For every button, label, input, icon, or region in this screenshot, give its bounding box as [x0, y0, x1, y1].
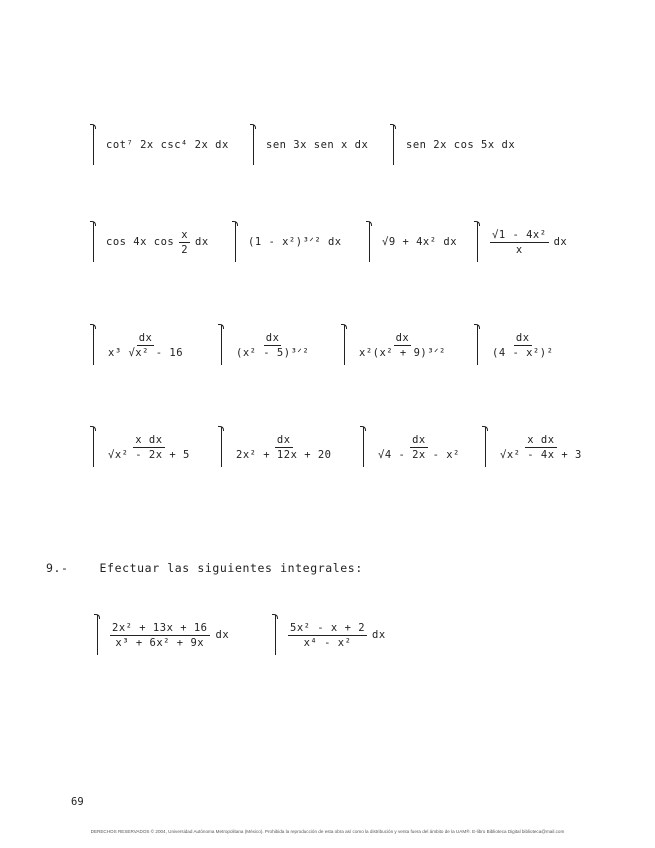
integral-r4-4	[482, 424, 584, 470]
fraction	[179, 229, 190, 256]
numerator: dx	[515, 331, 530, 344]
integral-r2-4	[474, 219, 567, 265]
denominator: √x² - 4x + 3	[500, 448, 582, 461]
integral-s9-1	[94, 612, 229, 658]
fraction	[234, 434, 334, 461]
integral-r3-3	[341, 322, 448, 368]
integral-r4-3	[360, 424, 462, 470]
integral-r3-1	[90, 322, 185, 368]
section-title: Efectuar las siguientes integrales:	[99, 561, 363, 575]
numerator: x dx	[135, 433, 163, 446]
integrand: (1 - x²)³ᐟ² dx	[248, 236, 342, 248]
integral-r1-3	[390, 122, 515, 168]
integral-sign	[90, 122, 98, 168]
denominator: (x² - 5)³ᐟ²	[236, 346, 310, 359]
fraction	[106, 332, 185, 359]
section-number: 9.-	[46, 561, 69, 575]
numerator: √1 - 4x²	[492, 228, 547, 241]
integral-r1-1	[90, 122, 229, 168]
numerator: dx	[412, 433, 426, 446]
denominator: 2	[181, 243, 189, 256]
integrand-after: dx	[195, 236, 209, 248]
fraction	[234, 332, 311, 359]
integral-sign	[366, 219, 374, 265]
integral-sign	[341, 322, 349, 368]
numerator: 2x² + 13x + 16	[112, 621, 208, 634]
integral-sign	[218, 322, 226, 368]
integral-sign	[250, 122, 258, 168]
integral-r3-2	[218, 322, 311, 368]
numerator: 5x² - x + 2	[290, 621, 366, 634]
page-number: 69	[71, 796, 84, 808]
section-heading	[46, 561, 363, 575]
fraction	[110, 622, 210, 649]
numerator: dx	[138, 331, 153, 344]
integral-sign	[90, 424, 98, 470]
denominator: x³ + 6x² + 9x	[115, 636, 205, 649]
fraction	[490, 229, 549, 256]
fraction	[357, 332, 448, 359]
copyright-footer: DERECHOS RESERVADOS © 2004, Universidad Autónoma Metropolitana (México). Prohibida la reproducción de esta obra así como la distribución y venta fuera del ámbito de la UAM®. E-libro Biblioteca Digital biblioteca@mail.com	[90, 829, 565, 834]
integral-s9-2	[272, 612, 386, 658]
integrand-after: dx	[553, 236, 568, 248]
integral-sign	[474, 219, 482, 265]
numerator: x dx	[527, 433, 555, 446]
fraction	[376, 434, 462, 461]
fraction	[106, 434, 192, 461]
denominator: x	[515, 243, 523, 256]
integral-r3-4	[474, 322, 555, 368]
integrand-after: dx	[372, 629, 386, 641]
numerator: dx	[276, 433, 291, 446]
numerator: dx	[395, 331, 410, 344]
denominator: x²(x² + 9)³ᐟ²	[359, 346, 446, 359]
integral-r1-2	[250, 122, 368, 168]
integrand: √9 + 4x² dx	[382, 236, 458, 248]
integrand-before: cos 4x cos	[106, 236, 175, 248]
denominator: √4 - 2x - x²	[378, 448, 460, 461]
fraction	[498, 434, 584, 461]
denominator: x³ √x² - 16	[108, 346, 184, 359]
integral-r2-3	[366, 219, 457, 265]
fraction	[490, 332, 555, 359]
integral-r2-1	[90, 219, 209, 265]
numerator: x	[181, 228, 189, 241]
integrand-after: dx	[215, 629, 230, 641]
denominator: √x² - 2x + 5	[108, 448, 190, 461]
fraction	[288, 622, 367, 649]
integrand: sen 3x sen x dx	[266, 139, 369, 151]
numerator: dx	[265, 331, 280, 344]
denominator: 2x² + 12x + 20	[236, 448, 332, 461]
integral-r4-1	[90, 424, 192, 470]
integral-sign	[218, 424, 226, 470]
integral-r2-2	[232, 219, 342, 265]
integral-sign	[232, 219, 240, 265]
integral-sign	[90, 219, 98, 265]
denominator: (4 - x²)²	[492, 346, 554, 359]
integral-sign	[94, 612, 102, 658]
integral-sign	[474, 322, 482, 368]
integrand: cot⁷ 2x csc⁴ 2x dx	[106, 139, 229, 151]
integral-sign	[360, 424, 368, 470]
denominator: x⁴ - x²	[303, 636, 352, 649]
integral-sign	[90, 322, 98, 368]
integral-sign	[390, 122, 398, 168]
integral-r4-2	[218, 424, 334, 470]
integrand: sen 2x cos 5x dx	[406, 139, 516, 151]
integral-sign	[482, 424, 490, 470]
integral-sign	[272, 612, 280, 658]
